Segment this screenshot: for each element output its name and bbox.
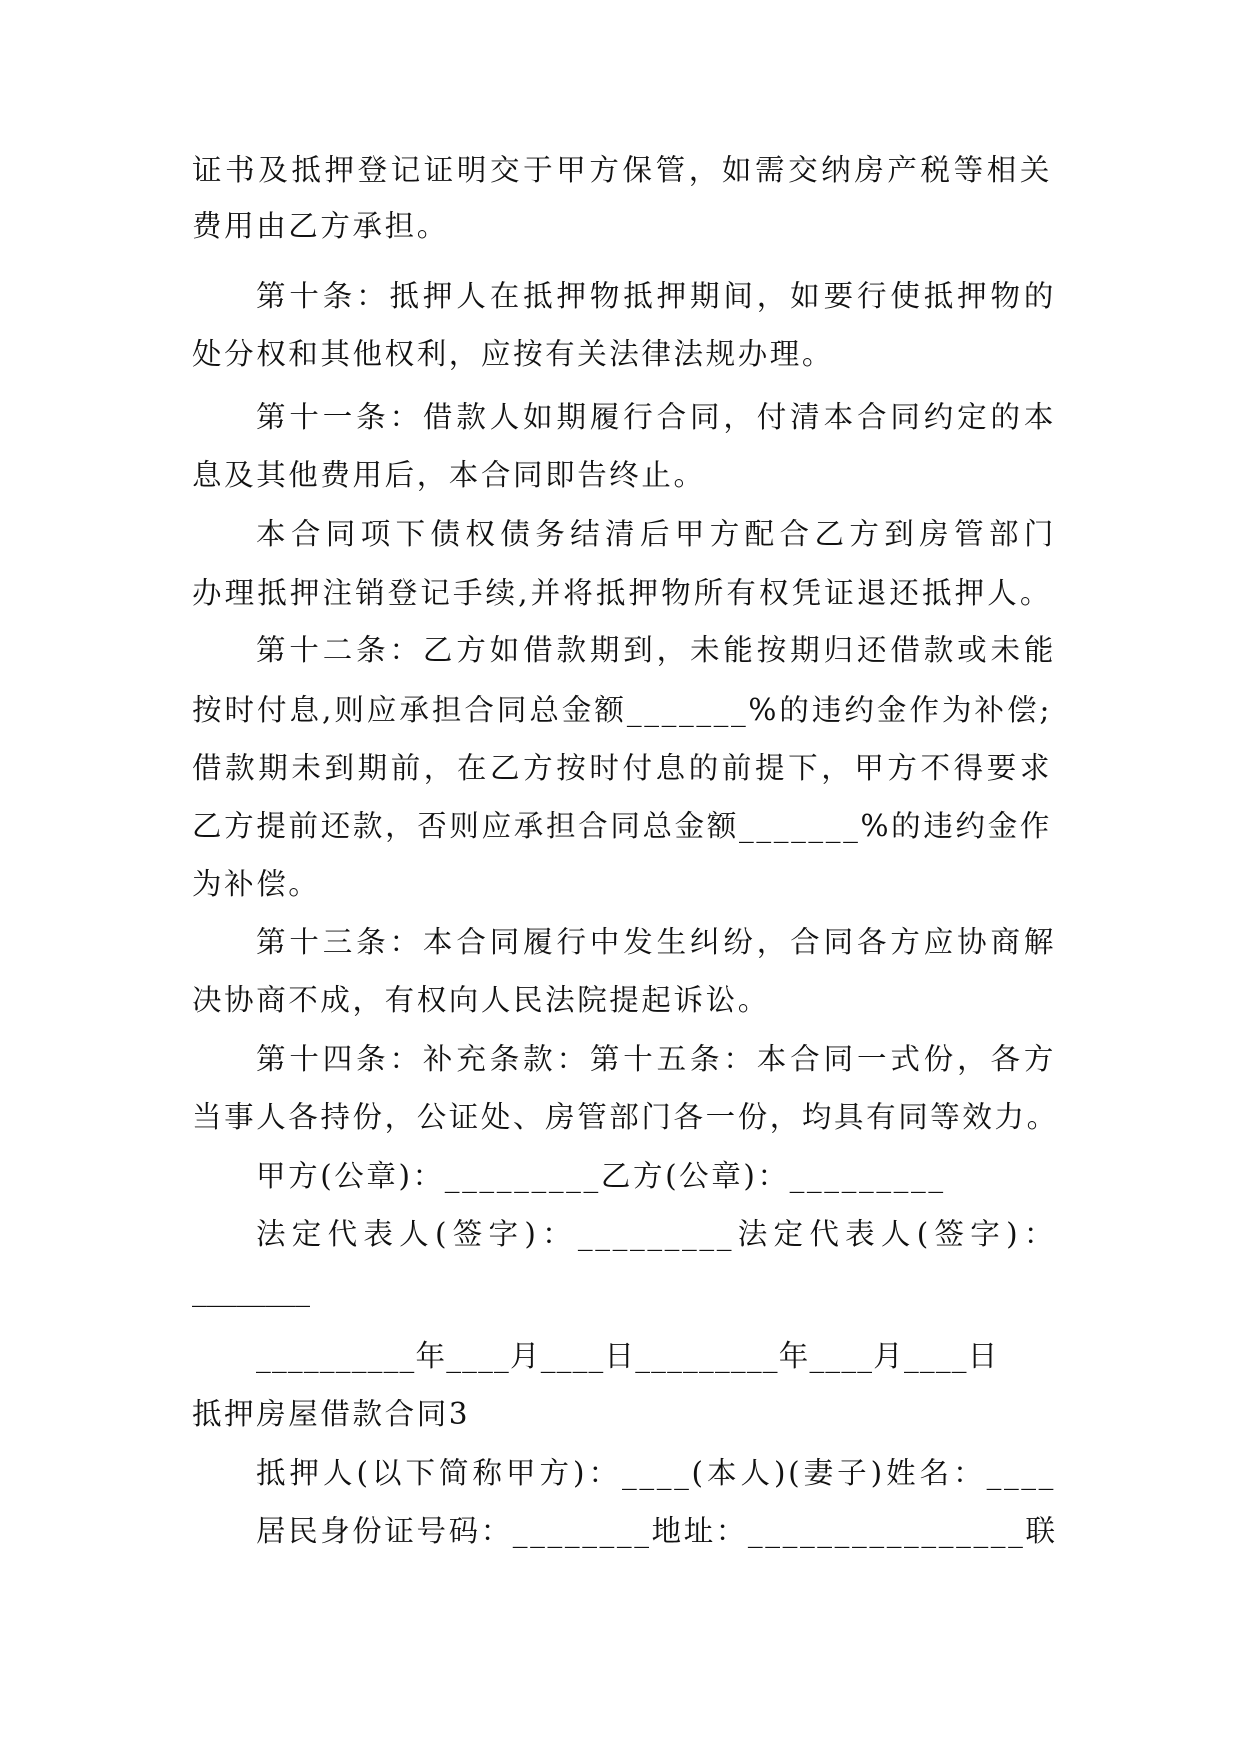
paragraph-line: 本合同项下债权债务结清后甲方配合乙方到房管部门 — [256, 517, 1056, 551]
party-seal-line: 甲方(公章)：_________乙方(公章)：_________ — [256, 1159, 946, 1193]
paragraph-line: 当事人各持份，公证处、房管部门各一份，均具有同等效力。 — [192, 1100, 1059, 1134]
article-12-line: 第十二条：乙方如借款期到，未能按期归还借款或未能 — [256, 633, 1056, 667]
paragraph-line: 借款期未到期前，在乙方按时付息的前提下，甲方不得要求 — [192, 751, 1052, 785]
article-14-line: 第十四条：补充条款：第十五条：本合同一式份，各方 — [256, 1042, 1056, 1076]
article-10-line: 第十条：抵押人在抵押物抵押期间，如要行使抵押物的 — [256, 279, 1056, 313]
signature-blank: ________ — [192, 1273, 310, 1307]
article-11-line: 第十一条：借款人如期履行合同，付清本合同约定的本 — [256, 400, 1056, 434]
paragraph-line: 办理抵押注销登记手续,并将抵押物所有权凭证退还抵押人。 — [192, 576, 1052, 610]
section-title: 抵押房屋借款合同3 — [192, 1397, 471, 1431]
paragraph-line: 费用由乙方承担。 — [192, 209, 449, 243]
legal-representative-line: 法定代表人(签字)：_________法定代表人(签字)： — [256, 1217, 1056, 1251]
paragraph-line: 息及其他费用后，本合同即告终止。 — [192, 458, 706, 492]
paragraph-line: 乙方提前还款，否则应承担合同总金额_______%的违约金作 — [192, 809, 1052, 843]
article-13-line: 第十三条：本合同履行中发生纠纷，合同各方应协商解 — [256, 925, 1056, 959]
date-line: __________年____月____日_________年____月____日 — [256, 1339, 999, 1373]
mortgagor-line: 抵押人(以下简称甲方)：____(本人)(妻子)姓名：____ — [256, 1456, 1056, 1490]
paragraph-line: 为补偿。 — [192, 867, 321, 901]
paragraph-line: 处分权和其他权利，应按有关法律法规办理。 — [192, 337, 835, 371]
paragraph-line: 证书及抵押登记证明交于甲方保管，如需交纳房产税等相关 — [192, 153, 1052, 187]
paragraph-line: 按时付息,则应承担合同总金额_______%的违约金作为补偿; — [192, 693, 1052, 727]
paragraph-line: 决协商不成，有权向人民法院提起诉讼。 — [192, 983, 770, 1017]
id-address-line: 居民身份证号码：________地址：________________联 — [256, 1514, 1058, 1548]
